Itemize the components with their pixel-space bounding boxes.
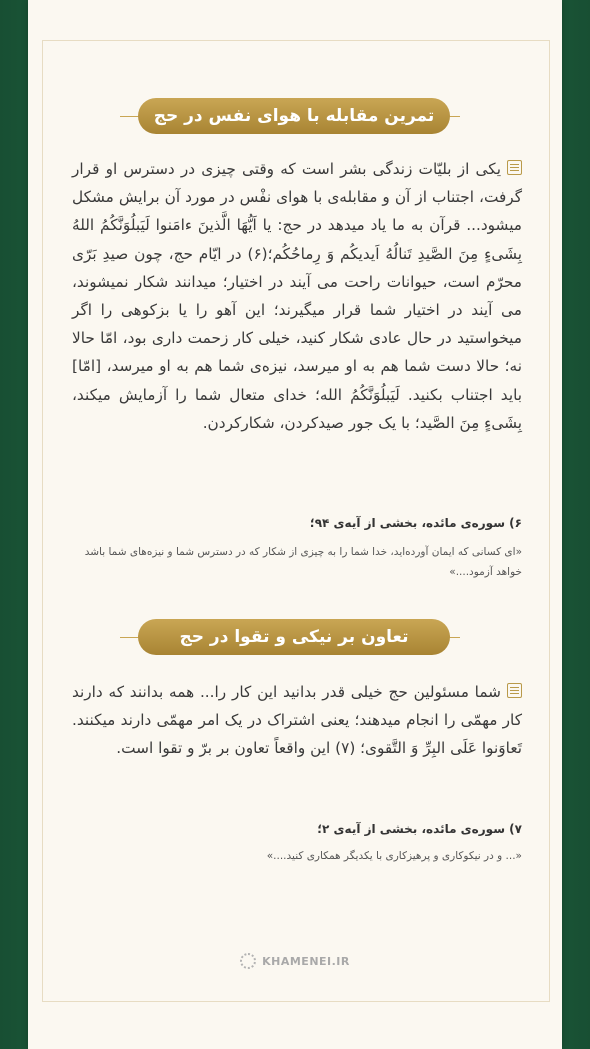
- section2-body-text: شما مسئولین حج خیلی قدر بدانید این کار را... همه بدانند که دارند کار مهمّی را انجام میدهند؛ یعنی اشتراک در یک امر مهمّی دارند میکنند. تَعاوَنوا عَلَی البِرِّ وَ التَّقوی؛ (۷) این واقعاً تعاون بر برّ و تقوا است.: [72, 683, 522, 758]
- section2-footnote-text: «... و در نیکوکاری و پرهیزکاری با یکدیگر همکاری کنید....»: [266, 850, 522, 862]
- section1-title: [138, 98, 450, 134]
- section1-footnote-text: «ای کسانی که ایمان آورده‌اید، خدا شما را به چیزی از شکار که در دسترس شما و نیزه‌های شما باشد خواهد آزمود....»: [84, 546, 522, 578]
- section2-body: [72, 678, 522, 763]
- paragraph-marker-icon: [507, 160, 522, 175]
- seal-icon: [240, 953, 256, 969]
- logo-text: KHAMENEI.IR: [262, 954, 350, 968]
- section2-footnote-title: ۷) سوره‌ی مائده، بخشی از آیه‌ی ۲؛: [317, 822, 522, 836]
- section1-body: [72, 155, 522, 437]
- paragraph-marker-icon: [507, 683, 522, 698]
- section2-title-text: تعاون بر نیکی و تقوا در حج: [179, 627, 409, 647]
- section1-body-text: یکی از بلیّات زندگی بشر است که وقتی چیزی در دسترس او قرار گرفت، اجتناب از آن و مقابله‌ی با هوای نفْس در مورد آن برایش مشکل میشود... قرآن به ما یاد میدهد در حج: یا اَیُّهَا الَّذینَ ءامَنوا لَیَبلُوَنَّکُمُ اللهُ بِشَیءٍ مِنَ الصَّیدِ تَنالُهُ اَیدیکُم وَ رِماحُکُم؛(۶) در ایّام حج، چون صیدِ بَرّی محرّم است، حیوانات راحت می آیند در اختیار؛ میدانند شکار نمیشوند، می آیند در اختیار شما قرار میگیرند؛ این آهو را یا بزکوهی را اگر میخواستید در حال عادی شکار کنید، خیلی کار زحمت داری بود، امّا حالا نه؛ حالا دست شما هم به او میرسد، نیزه‌ی شما هم به او میرسد، [امّا] باید اجتناب بکنید. لَیَبلُوَنَّکُمُ الله؛ خدای متعال شما را آزمایش میکند، بِشَیءٍ مِنَ الصَّید؛ با یک جور صیدکردن، شکارکردن.: [72, 160, 522, 432]
- section1-footnote-title: ۶) سوره‌ی مائده، بخشی از آیه‌ی ۹۴؛: [309, 516, 522, 530]
- section1-title-text: تمرین مقابله با هوای نفس در حج: [153, 106, 435, 126]
- site-logo[interactable]: [0, 953, 590, 969]
- section2-title: [138, 619, 450, 655]
